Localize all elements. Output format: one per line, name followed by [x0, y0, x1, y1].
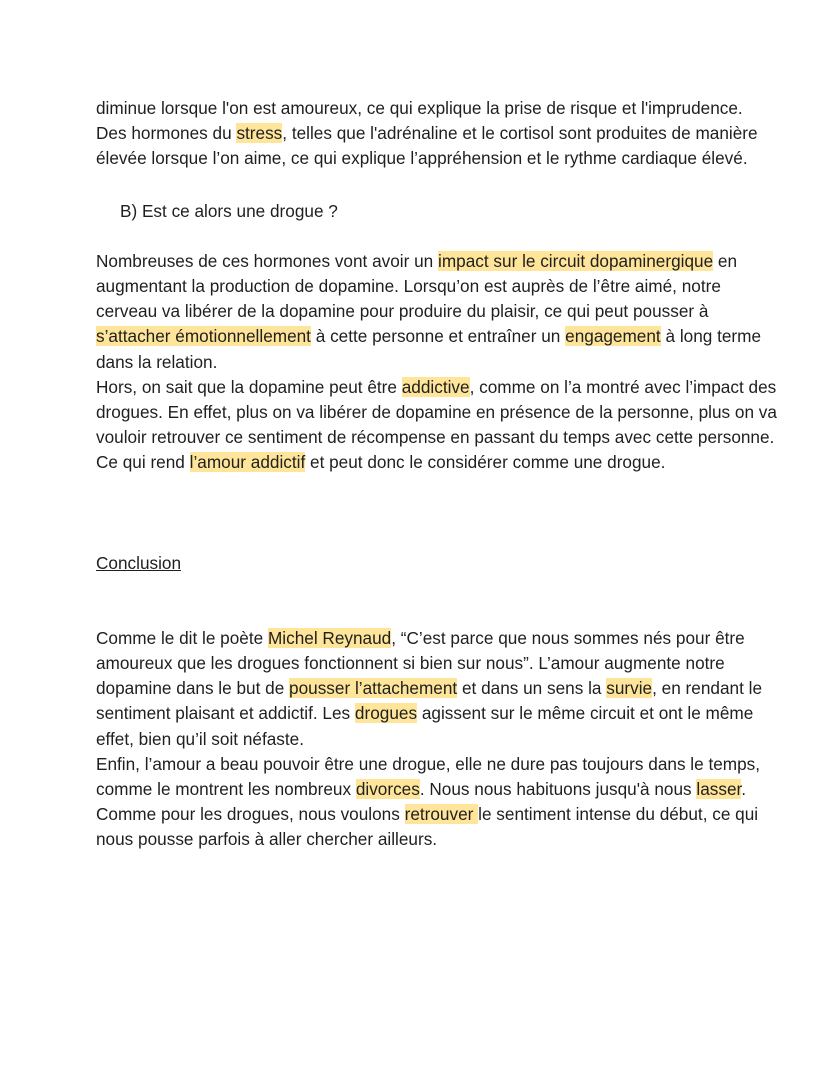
paragraph-stress-hormones — [96, 121, 786, 171]
highlight-engagement: engagement — [565, 326, 661, 347]
highlight-stress: stress — [236, 123, 283, 144]
text-run: Comme le dit le poète — [96, 627, 268, 648]
highlight-push-attachment: pousser l’attachement — [289, 678, 458, 699]
highlight-survival: survie — [606, 678, 653, 699]
text-run: Nombreuses de ces hormones vont avoir un — [96, 250, 439, 271]
text-run: , telles que l'adrénaline et le cortisol sont produites de manière élevée lorsque l’on aime, ce qui explique l’appréhension et le rythme cardiaque élevé. — [96, 123, 758, 169]
highlight-attachment: s’attacher émotionnellement — [96, 326, 311, 347]
highlight-addictive: addictive — [401, 376, 470, 397]
text-run: Enfin, l’amour a beau pouvoir être une drogue, elle ne dure pas toujours dans le temps, comme le montrent les nombreux — [96, 753, 761, 800]
highlight-retrouver: retrouver — [404, 804, 479, 825]
text-run: Hors, on sait que la dopamine peut être — [96, 376, 402, 397]
highlight-addictive-love: l’amour addictif — [189, 452, 306, 473]
text-run: , comme on l’a montré avec l’impact des drogues. En effet, plus on va libérer de dopamine en présence de la personne, plus on va vouloir retrouver ce sentiment de récompense en passant du temps avec cette personne. Ce qui rend — [96, 376, 777, 473]
highlight-drugs: drogues — [354, 703, 418, 724]
text-run: à long terme dans la relation. — [96, 326, 762, 372]
text-run: et dans un sens la — [457, 678, 607, 699]
highlight-michel-reynaud: Michel Reynaud — [267, 627, 392, 648]
text-run: . Comme pour les drogues, nous voulons — [96, 779, 747, 825]
text-run: , “C’est parce que nous sommes nés pour être amoureux que les drogues fonctionnent si bien sur nous”. L’amour augmente notre dopamine dans le but de — [96, 627, 745, 699]
paragraph-conclusion-quote — [96, 626, 786, 752]
conclusion-heading: Conclusion — [96, 552, 182, 573]
highlight-lasser: lasser — [696, 779, 742, 800]
paragraph-conclusion-end — [96, 752, 786, 853]
paragraph-dopamine-circuit — [96, 249, 786, 375]
text-run: Des hormones du — [96, 123, 237, 144]
text-run: . Nous nous habituons jusqu'à nous — [419, 779, 697, 800]
text-run: à cette personne et entraîner un — [310, 326, 566, 347]
document-page — [96, 96, 786, 853]
text-run: agissent sur le même circuit et ont le même effet, bien qu’il soit néfaste. — [96, 703, 754, 749]
text-run: , en rendant le sentiment plaisant et addictif. Les — [96, 678, 762, 724]
paragraph-addiction — [96, 375, 786, 476]
text-run: en augmentant la production de dopamine. Lorsqu’on est auprès de l’être aimé, notre cerveau va libérer de la dopamine pour produire du plaisir, ce qui peut pousser à — [96, 250, 738, 322]
paragraph-risk — [96, 96, 786, 121]
text-run: le sentiment intense du début, ce qui nous pousse parfois à aller chercher ailleurs. — [96, 804, 759, 850]
text-run: diminue lorsque l'on est amoureux, ce qui explique la prise de risque et l'imprudence. — [96, 98, 743, 118]
text-run: et peut donc le considérer comme une drogue. — [305, 452, 666, 473]
highlight-divorces: divorces — [355, 779, 420, 800]
section-b-heading: B) Est ce alors une drogue ? — [120, 200, 338, 221]
highlight-impact-circuit: impact sur le circuit dopaminergique — [438, 250, 714, 271]
